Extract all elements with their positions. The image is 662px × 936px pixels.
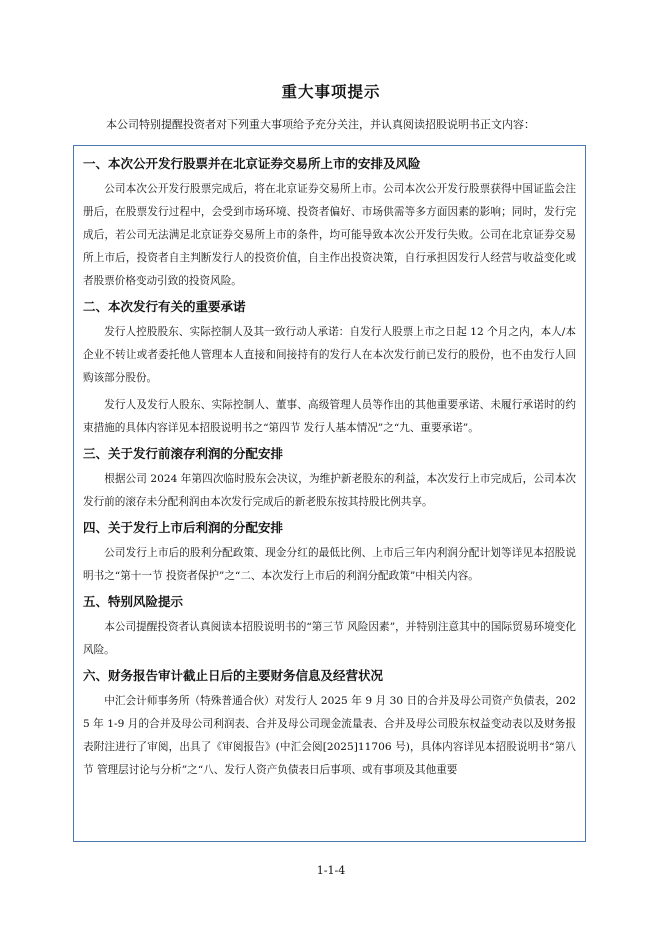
page-title: 重大事项提示: [281, 83, 381, 101]
section-title: 四、关于发行上市后利润的分配安排: [83, 520, 284, 535]
section-paragraph: 公司本次公开发行股票完成后，将在北京证券交易所上市。公司本次公开发行股票获得中国证监会注册后，在股票发行过程中，会受到市场环境、投资者偏好、市场供需等多方面因素的影响；同时，发行完成后，若公司无法满足北京证券交易所上市的条件，均可能导致本次公开发行失败。公司在北京证券交易所上市后，投资者自主判断发行人的投资价值，自主作出投资决策，自行承担因发行人经营与收益变化或者股票价格变动引致的投资风险。: [83, 183, 576, 287]
section-title: 二、本次发行有关的重要承诺: [83, 299, 246, 314]
content-box: [73, 145, 586, 842]
section-4: [83, 518, 576, 588]
section-title: 一、本次公开发行股票并在北京证券交易所上市的安排及风险: [83, 156, 421, 171]
intro-text: 本公司特别提醒投资者对下列重大事项给予充分关注，并认真阅读招股说明书正文内容：: [106, 118, 535, 131]
section-3: [83, 444, 576, 514]
section-paragraph: 公司发行上市后的股利分配政策、现金分红的最低比例、上市后三年内利润分配计划等详见本招股说明书之“第十一节 投资者保护”之“二、本次发行上市后的利润分配政策”中相关内容。: [83, 547, 576, 582]
section-1: [83, 154, 576, 293]
section-title: 五、特别风险提示: [83, 594, 184, 609]
section-title: 三、关于发行前滚存利润的分配安排: [83, 446, 284, 461]
section-paragraph: 发行人及发行人股东、实际控制人、董事、高级管理人员等作出的其他重要承诺、未履行承诺时的约束措施的具体内容详见本招股说明书之“第四节 发行人基本情况”之“九、重要承诺”。: [83, 399, 576, 434]
section-6: [83, 666, 576, 782]
section-paragraph: 中汇会计师事务所（特殊普通合伙）对发行人 2025 年 9 月 30 日的合并及母公司资产负债表，2025 年 1-9 月的合并及母公司利润表、合并及母公司现金流量表、合并及母公司股东权益变动表以及财务报表附注进行了审阅，出具了《审阅报告》(中汇会阅[2025]11706 号)，具体内容详见本招股说明书“第八节 管理层讨论与分析”之“八、发行人资产负债表日后事项、或有事项及其他重要: [83, 695, 576, 776]
section-title: 六、财务报告审计截止日后的主要财务信息及经营状况: [83, 668, 384, 683]
page-number: 1-1-4: [316, 864, 346, 877]
section-2: [83, 297, 576, 440]
section-paragraph: 根据公司 2024 年第四次临时股东会决议，为维护新老股东的利益，本次发行上市完成后，公司本次发行前的滚存未分配利润由本次发行完成后的新老股东按其持股比例共享。: [83, 473, 576, 508]
section-5: [83, 592, 576, 662]
section-paragraph: 发行人控股股东、实际控制人及其一致行动人承诺：自发行人股票上市之日起 12 个月之内，本人/本企业不转让或者委托他人管理本人直接和间接持有的发行人在本次发行前已发行的股份，也不由发行人回购该部分股份。: [83, 326, 576, 384]
section-paragraph: 本公司提醒投资者认真阅读本招股说明书的“第三节 风险因素”，并特别注意其中的国际贸易环境变化风险。: [83, 621, 576, 656]
